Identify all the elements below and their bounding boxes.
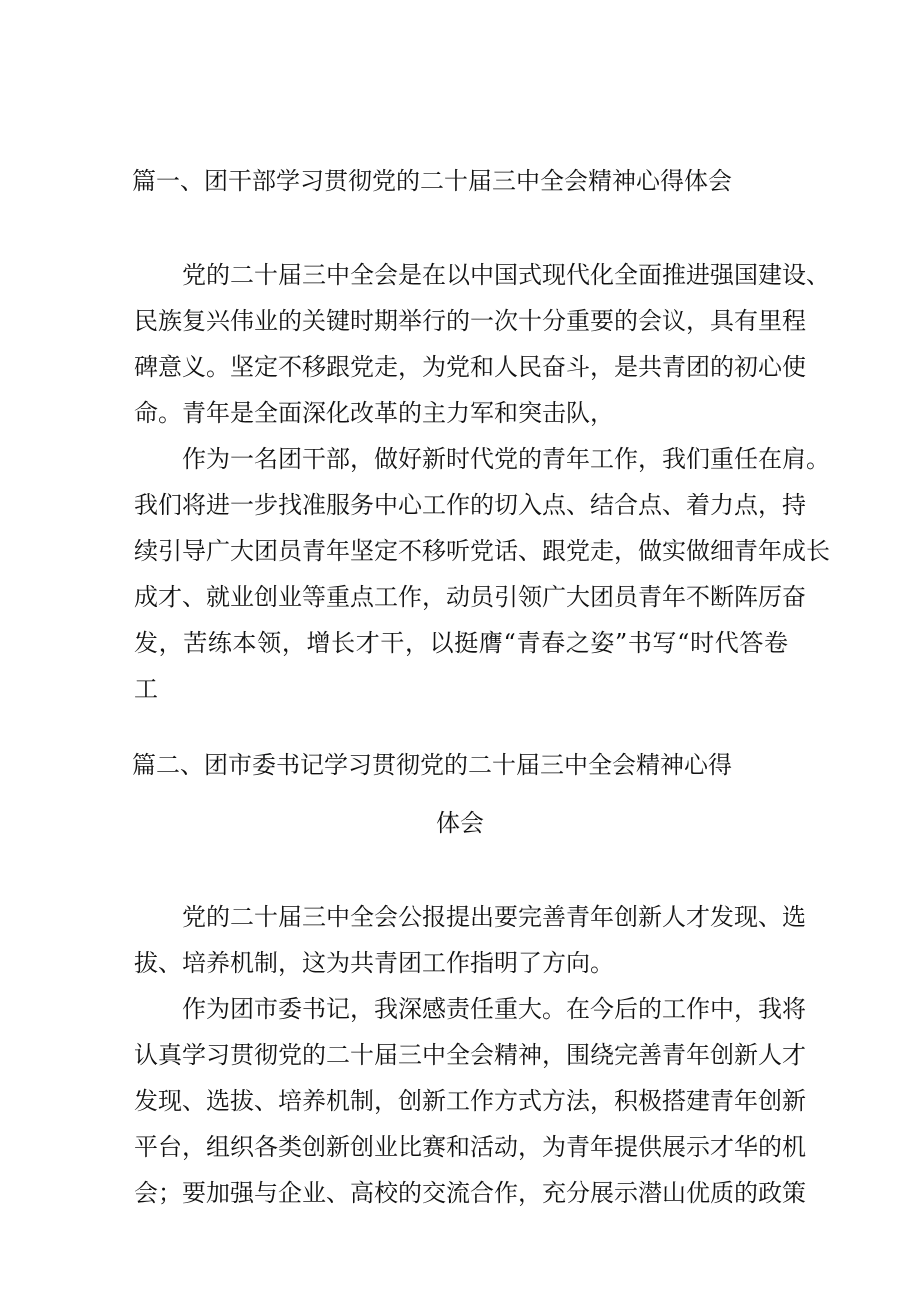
section-1-paragraph-2-line-5: 发，苦练本领，增长才干，以挺膺“青春之姿”书写“时代答卷 (134, 629, 788, 657)
section-1-paragraph-2-line-1: 作为一名团干部，做好新时代党的青年工作，我们重任在肩。 (182, 445, 830, 473)
section-2-paragraph-2-line-4: 平台，组织各类创新创业比赛和活动，为青年提供展示才华的机 (134, 1133, 806, 1161)
section-1-paragraph-2-line-3: 续引导广大团员青年坚定不移听党话、跟党走，做实做细青年成长 (134, 537, 830, 565)
section-1-paragraph-1-line-2: 民族复兴伟业的关键时期举行的一次十分重要的会议，具有里程 (134, 307, 806, 335)
section-2-paragraph-1-line-1: 党的二十届三中全会公报提出要完善青年创新人才发现、选 (182, 903, 806, 931)
section-1-paragraph-2-line-4: 成才、就业创业等重点工作，动员引领广大团员青年不断阵厉奋 (134, 583, 806, 611)
section-2-title-line-2: 体会 (436, 809, 484, 837)
section-2-paragraph-2-line-2: 认真学习贯彻党的二十届三中全会精神，围绕完善青年创新人才 (134, 1041, 806, 1069)
section-1-paragraph-1-line-4: 命。青年是全面深化改革的主力军和突击队， (134, 399, 614, 427)
section-1-paragraph-1-line-1: 党的二十届三中全会是在以中国式现代化全面推进强国建设、 (182, 261, 830, 289)
section-2-paragraph-2-line-3: 发现、选拔、培养机制，创新工作方式方法，积极搭建青年创新 (134, 1087, 806, 1115)
section-1-title: 篇一、团干部学习贯彻党的二十届三中全会精神心得体会 (132, 167, 732, 195)
section-1-paragraph-2-line-6: 工 (134, 675, 158, 703)
section-1-paragraph-2-line-2: 我们将进一步找准服务中心工作的切入点、结合点、着力点，持 (134, 491, 806, 519)
section-2-paragraph-1-line-2: 拔、培养机制，这为共青团工作指明了方向。 (134, 949, 614, 977)
section-1-paragraph-1-line-3: 碑意义。坚定不移跟党走，为党和人民奋斗，是共青团的初心使 (134, 353, 806, 381)
section-2-paragraph-2-line-1: 作为团市委书记，我深感责任重大。在今后的工作中，我将 (182, 995, 806, 1023)
section-2-paragraph-2-line-5: 会；要加强与企业、高校的交流合作，充分展示潜山优质的政策 (134, 1179, 806, 1207)
section-2-title-line-1: 篇二、团市委书记学习贯彻党的二十届三中全会精神心得 (132, 751, 732, 779)
